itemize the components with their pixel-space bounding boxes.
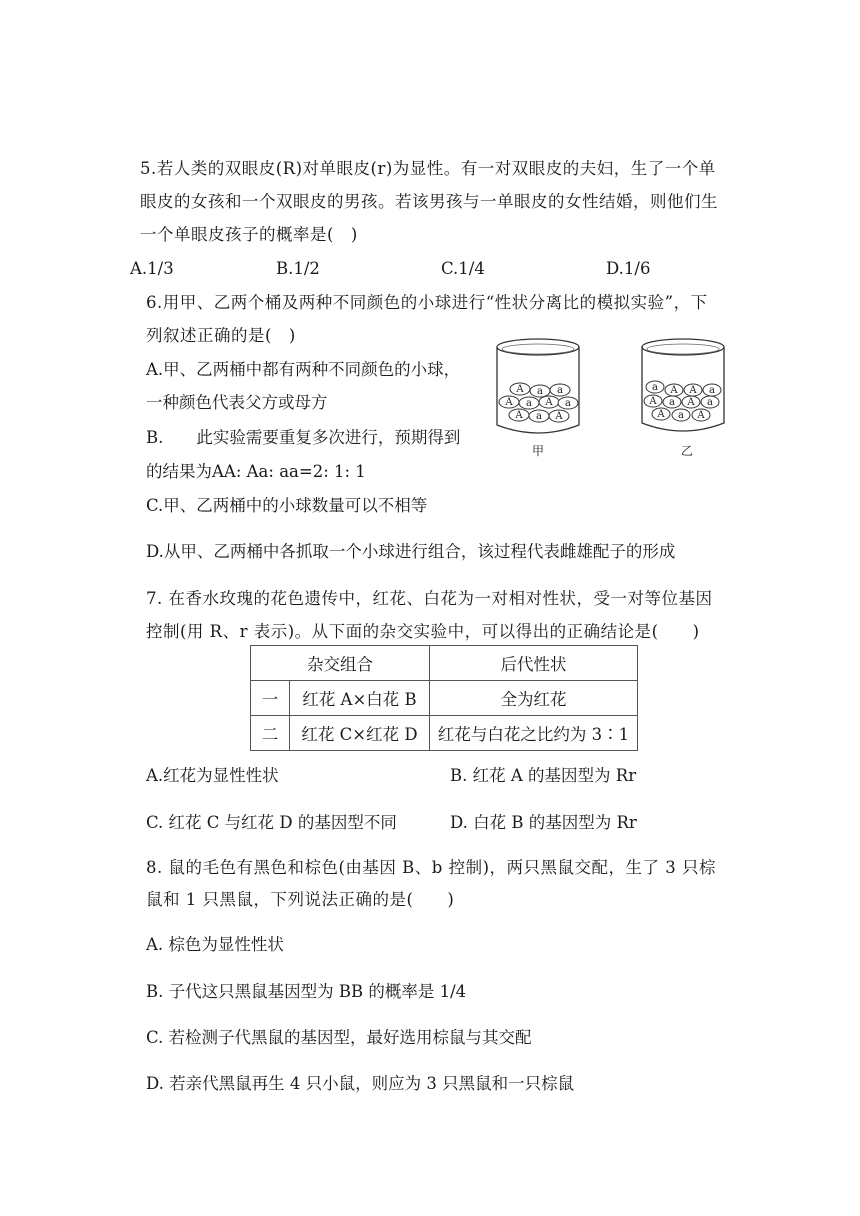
q8-option-b: B. 子代这只黑鼠基因型为 BB 的概率是 1/4 <box>146 982 467 1001</box>
bucket-yi-label: 乙 <box>680 444 694 458</box>
ball-label: a <box>707 397 713 408</box>
q8-option-d: D. 若亲代黑鼠再生 4 只小鼠，则应为 3 只黑鼠和一只棕鼠 <box>146 1074 575 1093</box>
ball-label: A <box>505 397 513 408</box>
bucket-jia-label: 甲 <box>531 444 545 458</box>
table-cell: 二 <box>251 716 290 751</box>
ball-label: A <box>689 385 697 396</box>
ball-label: A <box>649 396 657 407</box>
q5-option-b: B.1/2 <box>276 259 320 278</box>
ball-label: a <box>536 411 542 422</box>
q6-option-a-line-1: A.甲、乙两桶中都有两种不同颜色的小球， <box>146 360 461 379</box>
cross-table <box>250 645 638 751</box>
table-row <box>251 716 638 751</box>
ball-label: a <box>709 385 715 396</box>
q5-option-c: C.1/4 <box>441 259 485 278</box>
ball-label: A <box>515 410 523 421</box>
bucket-jia-figure <box>492 335 584 460</box>
q8-option-a: A. 棕色为显性性状 <box>146 935 284 954</box>
q5-stem-line-2: 眼皮的女孩和一个双眼皮的男孩。若该男孩与一单眼皮的女性结婚，则他们生 <box>140 192 718 211</box>
table-cell: 红花 C×红花 D <box>290 716 430 751</box>
table-cell: 红花与白花之比约为 3∶1 <box>430 716 638 751</box>
ball-label: A <box>670 385 678 396</box>
q7-option-d: D. 白花 B 的基因型为 Rr <box>450 813 637 832</box>
q7-stem-line-1: 7. 在香水玫瑰的花色遗传中，红花、白花为一对相对性状，受一对等位基因 <box>146 589 713 608</box>
ball-label: a <box>526 398 532 409</box>
q7-option-b: B. 红花 A 的基因型为 Rr <box>450 766 637 785</box>
table-row <box>251 646 638 681</box>
ball-label: a <box>678 410 684 421</box>
q6-option-d: D.从甲、乙两桶中各抓取一个小球进行组合，该过程代表雌雄配子的形成 <box>146 542 676 561</box>
q6-option-a-line-2: 一种颜色代表父方或母方 <box>146 393 328 412</box>
q8-option-c: C. 若检测子代黑鼠的基因型，最好选用棕鼠与其交配 <box>146 1028 532 1047</box>
q8-stem-line-2: 鼠和 1 只黑鼠，下列说法正确的是( ) <box>146 890 455 909</box>
ball-label: A <box>555 411 563 422</box>
ball-label: A <box>545 397 553 408</box>
table-header-cell: 杂交组合 <box>251 646 430 681</box>
q7-stem-line-2: 控制(用 R、r 表示)。从下面的杂交实验中，可以得出的正确结论是( ) <box>146 622 700 641</box>
q6-stem-line-2: 列叙述正确的是( ) <box>146 326 296 345</box>
ball-label: a <box>565 398 571 409</box>
q5-option-a: A.1/3 <box>130 259 174 278</box>
q7-option-c: C. 红花 C 与红花 D 的基因型不同 <box>146 813 397 832</box>
ball-label: a <box>557 385 563 396</box>
ball-label: a <box>652 382 658 393</box>
q5-stem-line-1: 5.若人类的双眼皮(R)对单眼皮(r)为显性。有一对双眼皮的夫妇，生了一个单 <box>140 159 716 178</box>
q5-option-d: D.1/6 <box>606 259 651 278</box>
table-cell: 一 <box>251 681 290 716</box>
q6-option-b-line-1: B. 此实验需要重复多次进行，预期得到 <box>146 428 461 447</box>
ball-label: a <box>537 386 543 397</box>
ball-label: A <box>697 410 705 421</box>
q6-stem-line-1: 6.用甲、乙两个桶及两种不同颜色的小球进行“性状分离比的模拟实验”，下 <box>146 293 708 312</box>
q5-stem-line-3: 一个单眼皮孩子的概率是( ) <box>140 225 358 244</box>
ball-label: A <box>516 384 524 395</box>
ball-label: A <box>687 397 695 408</box>
table-header-cell: 后代性状 <box>430 646 638 681</box>
q8-stem-line-1: 8. 鼠的毛色有黑色和棕色(由基因 B、b 控制)，两只黑鼠交配，生了 3 只棕 <box>146 858 717 877</box>
q6-option-b-line-2: 的结果为AA: Aa: aa=2: 1: 1 <box>146 462 366 481</box>
q7-option-a: A.红花为显性性状 <box>146 766 279 785</box>
table-row <box>251 681 638 716</box>
table-cell: 全为红花 <box>430 681 638 716</box>
bucket-yi-figure <box>637 335 729 460</box>
ball-label: a <box>669 397 675 408</box>
ball-label: A <box>657 409 665 420</box>
table-cell: 红花 A×白花 B <box>290 681 430 716</box>
q6-option-c: C.甲、乙两桶中的小球数量可以不相等 <box>146 496 428 515</box>
